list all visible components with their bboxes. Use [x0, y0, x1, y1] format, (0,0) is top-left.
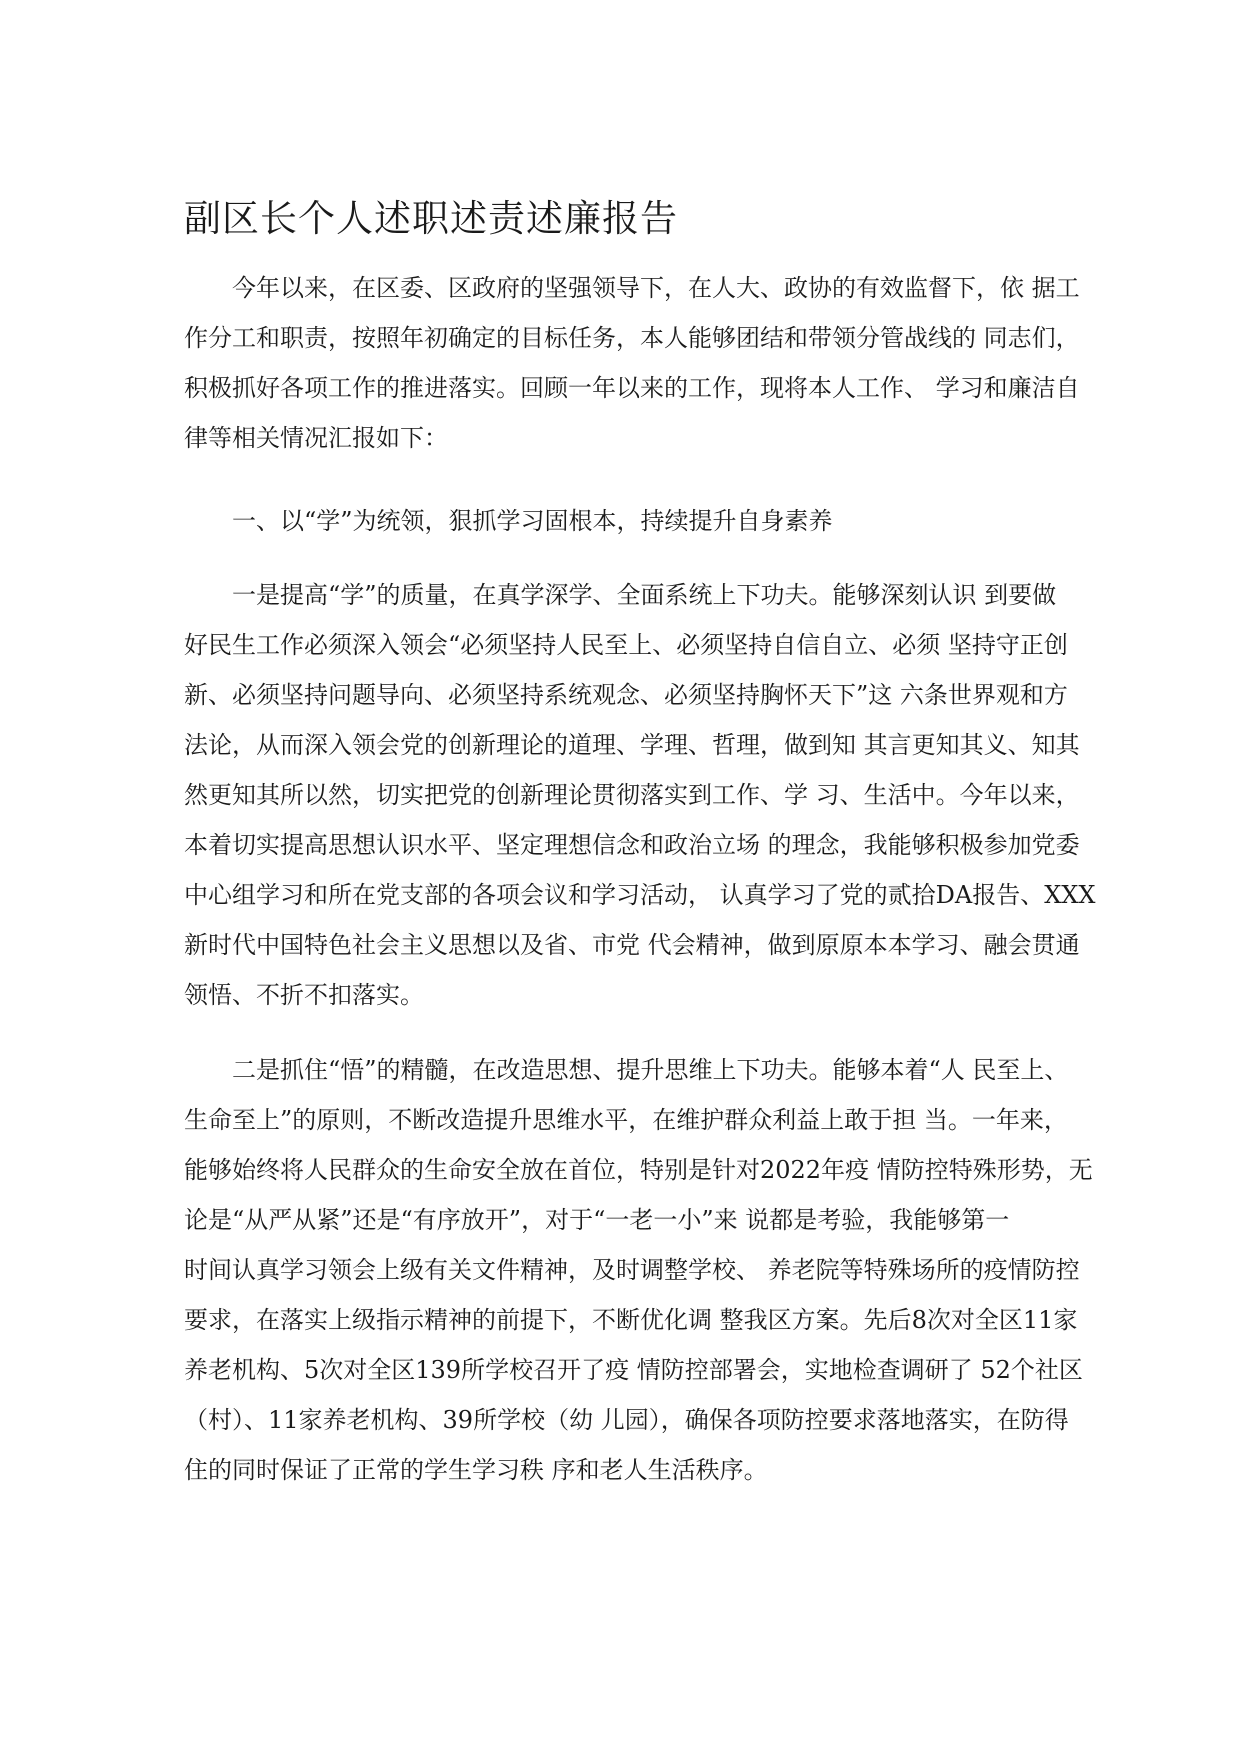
- text-line: 法论，从而深入领会党的创新理论的道理、学理、哲理，做到知 其言更知其义、知其: [184, 731, 1080, 759]
- text-line: 作分工和职责，按照年初确定的目标任务，本人能够团结和带领分管战线的 同志们，: [184, 324, 1080, 352]
- text-line: （村）、11家养老机构、39所学校（幼 儿园），确保各项防控要求落地落实，在防得: [184, 1406, 1069, 1434]
- document-title: 副区长个人述职述责述廉报告: [184, 197, 678, 240]
- text-line: 中心组学习和所在党支部的各项会议和学习活动， 认真学习了党的贰拾DA报告、XXX: [184, 881, 1096, 909]
- paragraph-study-quality: [184, 570, 1096, 1020]
- section-heading-text: 一、以“学”为统领，狠抓学习固根本，持续提升自身素养: [232, 507, 833, 535]
- paragraph-understanding: [184, 1045, 1093, 1495]
- text-line: 一是提高“学”的质量，在真学深学、全面系统上下功夫。能够深刻认识 到要做: [232, 581, 1057, 609]
- intro-paragraph: [184, 263, 1080, 463]
- text-line: 本着切实提高思想认识水平、坚定理想信念和政治立场 的理念，我能够积极参加党委: [184, 831, 1080, 859]
- text-line: 好民生工作必须深入领会“必须坚持人民至上、必须坚持自信自立、必须 坚持守正创: [184, 631, 1068, 659]
- text-line: 论是“从严从紧”还是“有序放开”，对于“一老一小”来 说都是考验，我能够第一: [184, 1206, 1010, 1234]
- text-line: 律等相关情况汇报如下：: [184, 424, 448, 452]
- text-line: 新、必须坚持问题导向、必须坚持系统观念、必须坚持胸怀天下”这 六条世界观和方: [184, 681, 1068, 709]
- text-line: 今年以来，在区委、区政府的坚强领导下，在人大、政协的有效监督下，依 据工: [232, 274, 1080, 302]
- text-line: 二是抓住“悟”的精髓，在改造思想、提升思维上下功夫。能够本着“人 民至上、: [232, 1056, 1069, 1084]
- text-line: 然更知其所以然，切实把党的创新理论贯彻落实到工作、学 习、生活中。今年以来，: [184, 781, 1080, 809]
- text-line: 住的同时保证了正常的学生学习秩 序和老人生活秩序。: [184, 1456, 768, 1484]
- text-line: 生命至上”的原则，不断改造提升思维水平，在维护群众利益上敢于担 当。一年来，: [184, 1106, 1068, 1134]
- text-line: 能够始终将人民群众的生命安全放在首位，特别是针对2022年疫 情防控特殊形势，无: [184, 1156, 1093, 1184]
- text-line: 领悟、不折不扣落实。: [184, 981, 424, 1009]
- text-line: 时间认真学习领会上级有关文件精神，及时调整学校、 养老院等特殊场所的疫情防控: [184, 1256, 1080, 1284]
- text-line: 养老机构、5次对全区139所学校召开了疫 情防控部署会，实地检查调研了 52个社区: [184, 1356, 1083, 1384]
- text-line: 积极抓好各项工作的推进落实。回顾一年以来的工作，现将本人工作、 学习和廉洁自: [184, 374, 1080, 402]
- text-line: 要求，在落实上级指示精神的前提下，不断优化调 整我区方案。先后8次对全区11家: [184, 1306, 1078, 1334]
- section-heading: [184, 496, 1064, 546]
- text-line: 新时代中国特色社会主义思想以及省、市党 代会精神，做到原原本本学习、融会贯通: [184, 931, 1080, 959]
